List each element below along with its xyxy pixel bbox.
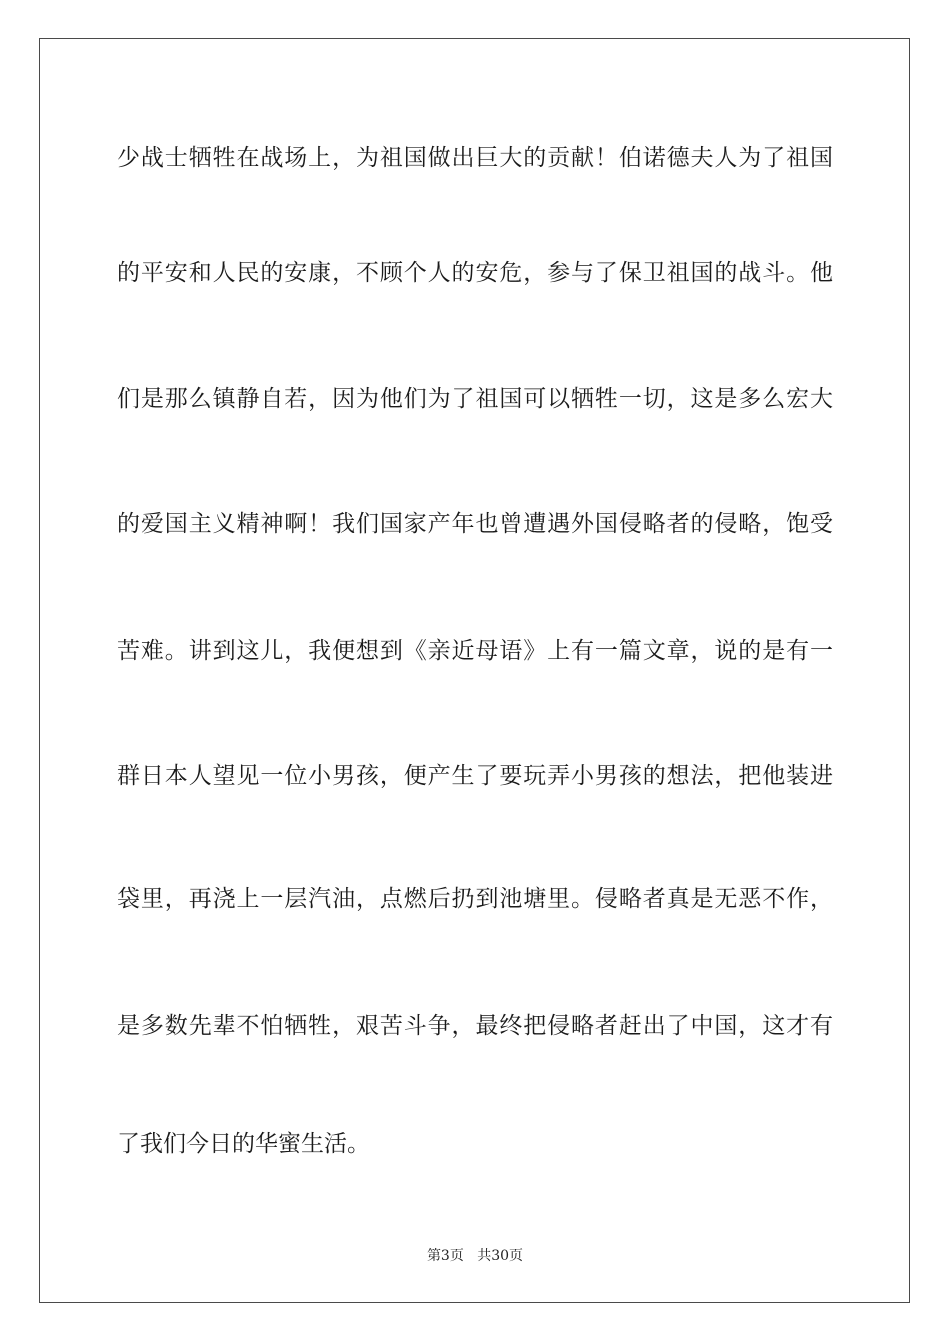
body-text-line-2: 的平安和人民的安康，不顾个人的安危，参与了保卫祖国的战斗。他 [117, 260, 833, 286]
total-pages: 共30页 [477, 1248, 524, 1264]
page-border [39, 38, 910, 1303]
page-footer [0, 1246, 950, 1266]
body-text-line-8: 是多数先辈不怕牺牲，艰苦斗争，最终把侵略者赶出了中国，这才有 [117, 1013, 833, 1039]
body-text-line-7: 袋里，再浇上一层汽油，点燃后扔到池塘里。侵略者真是无恶不作， [117, 886, 833, 912]
body-text-line-3: 们是那么镇静自若，因为他们为了祖国可以牺牲一切，这是多么宏大 [117, 386, 833, 412]
page-number: 第3页 [426, 1248, 464, 1264]
body-text-line-1: 少战士牺牲在战场上，为祖国做出巨大的贡献！伯诺德夫人为了祖国 [117, 145, 833, 171]
body-text-line-5: 苦难。讲到这儿，我便想到《亲近母语》上有一篇文章，说的是有一 [117, 638, 833, 664]
body-text-line-4: 的爱国主义精神啊！我们国家产年也曾遭遇外国侵略者的侵略，饱受 [117, 511, 833, 537]
body-text-line-9: 了我们今日的华蜜生活。 [117, 1131, 370, 1157]
body-text-line-6: 群日本人望见一位小男孩，便产生了要玩弄小男孩的想法，把他装进 [117, 763, 833, 789]
